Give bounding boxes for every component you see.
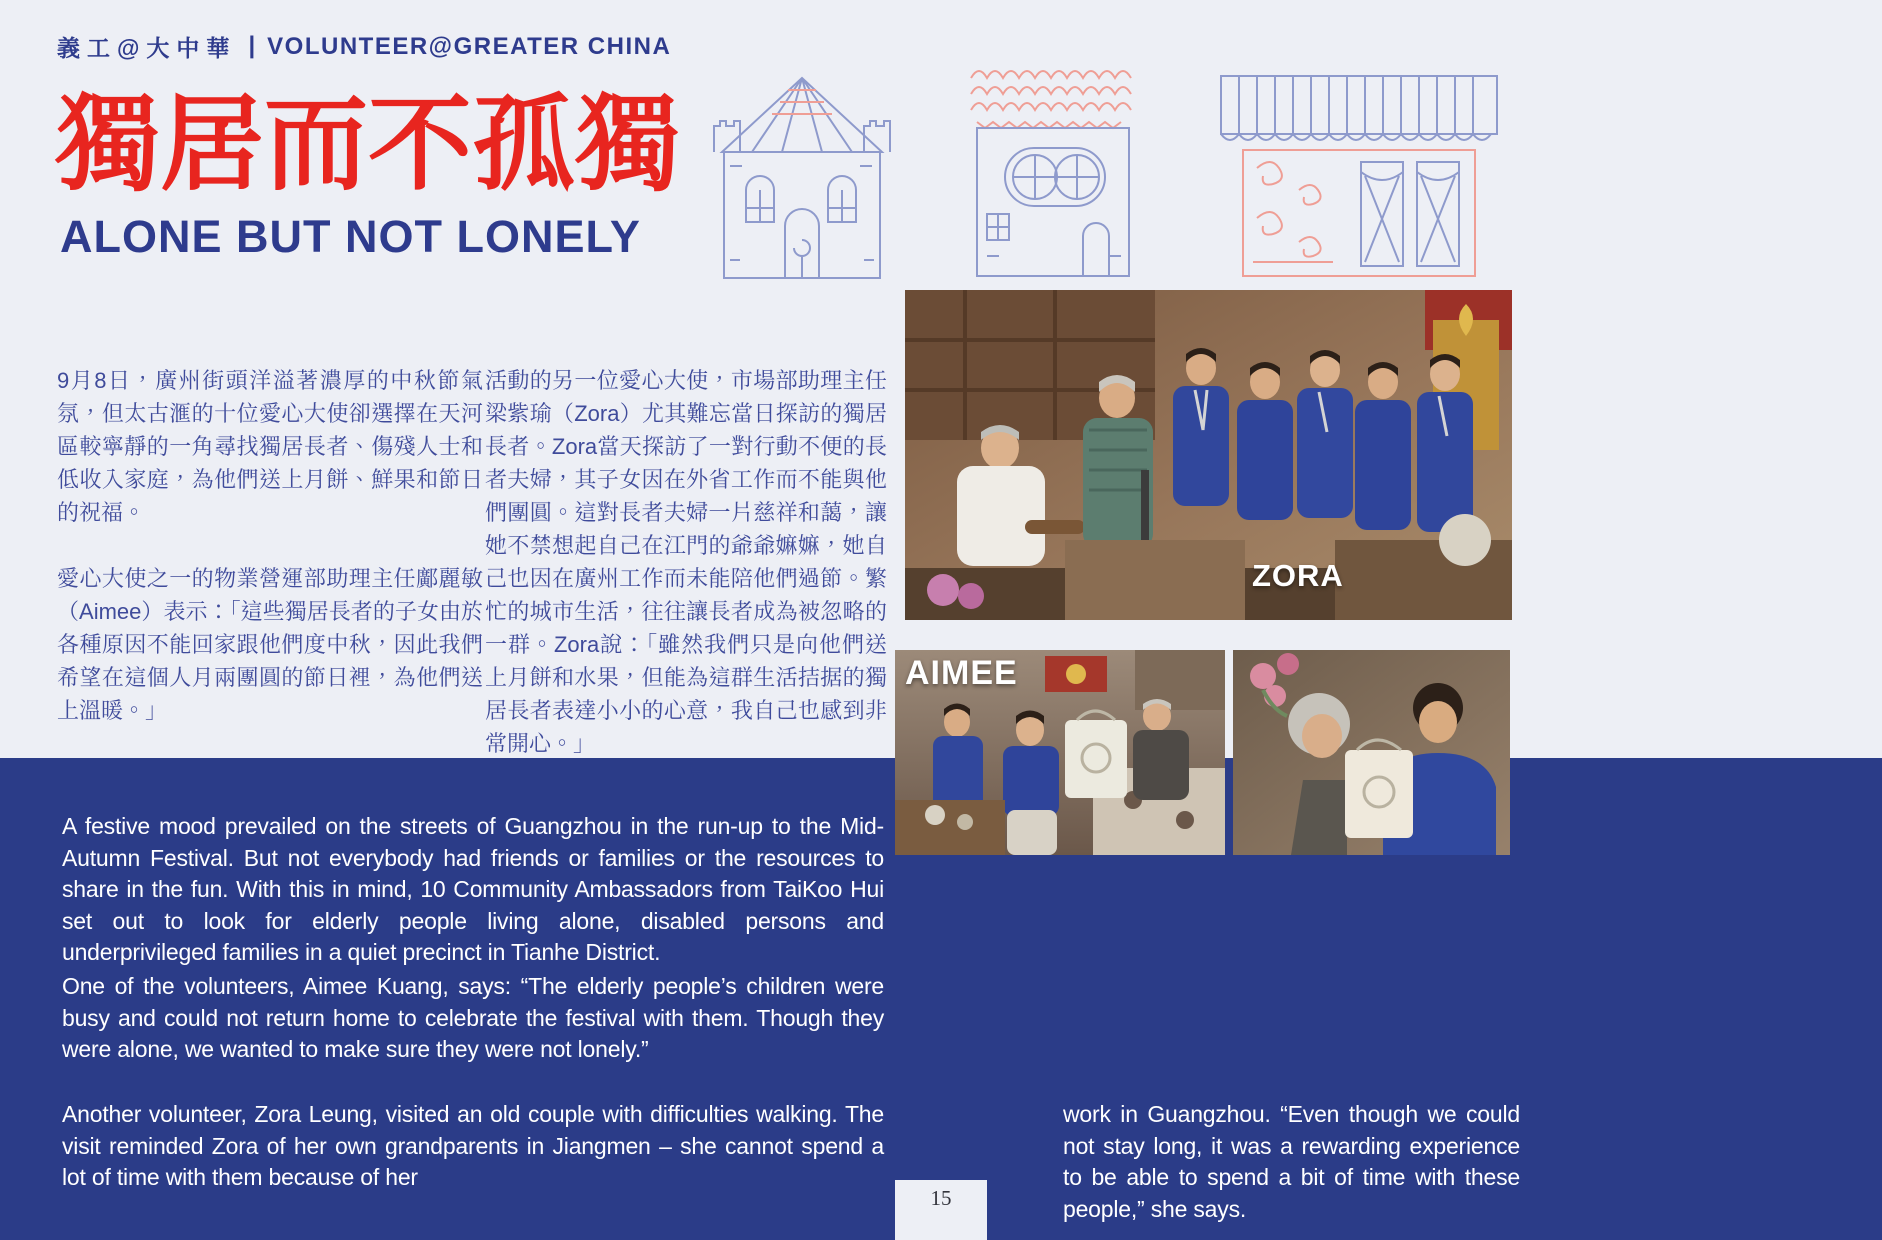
chinese-article-column-2	[485, 364, 887, 793]
section-kicker	[57, 30, 671, 63]
page-number-tab	[895, 1180, 987, 1240]
page-title-english: ALONE BUT NOT LONELY	[60, 211, 641, 262]
photo-zora-illustration	[905, 290, 1512, 620]
house-3-line-art-icon	[1213, 58, 1505, 280]
house-2-line-art-icon	[943, 56, 1165, 282]
house-illustration-1	[700, 70, 905, 282]
chinese-paragraph-1: 9月8日，廣州街頭洋溢著濃厚的中秋節氣氛，但太古滙的十位愛心大使卻選擇在天河區較寧靜的一角尋找獨居長者、傷殘人士和低收入家庭，為他們送上月餅、鮮果和節日的祝福。	[57, 368, 483, 525]
photo-volunteer-elderly	[1233, 650, 1510, 855]
house-1-line-art-icon	[700, 70, 905, 282]
chinese-paragraph-2: 愛心大使之一的物業營運部助理主任鄺麗敏（Aimee）表示：「這些獨居長者的子女由於各種原因不能回家跟他們度中秋，因此我們希望在這個人月兩團圓的節日裡，為他們送上溫暖。」	[57, 566, 483, 723]
house-illustration-3	[1213, 58, 1505, 280]
house-illustration-2	[943, 56, 1165, 282]
photo-aimee	[895, 650, 1225, 855]
english-paragraph-3-right: work in Guangzhou. “Even though we could not stay long, it was a rewarding experience to be able to spend a bit of time with these people,” she says.	[1063, 1101, 1520, 1222]
photo-label-aimee: AIMEE	[905, 654, 1018, 692]
page-number: 15	[930, 1186, 952, 1210]
kicker-chinese: 義工@大中華	[57, 35, 237, 61]
english-paragraph-1: A festive mood prevailed on the streets of Guangzhou in the run-up to the Mid-Autumn Festival. But not everybody had friends or families or the resources to share in the fun. With this in mind, 10 Community Ambassadors from TaiKoo Hui set out to look for elderly people living alone, disabled persons and underprivileged families in a quiet precinct in Tianhe District.	[62, 813, 884, 965]
english-paragraph-2: One of the volunteers, Aimee Kuang, says: “The elderly people’s children were busy and could not return home to celebrate the festival with them. Though they were alone, we wanted to make sure they were not lonely.”	[62, 973, 884, 1062]
english-paragraph-3-left: Another volunteer, Zora Leung, visited an old couple with difficulties walking. The visit reminded Zora of her own grandparents in Jiangmen – she cannot spend a lot of time with them because of her	[62, 1101, 884, 1190]
photo-volunteer-elderly-illustration	[1233, 650, 1510, 855]
kicker-separator: |	[248, 31, 256, 59]
chinese-article-column-1	[57, 364, 483, 760]
page-title-chinese: 獨居而不孤獨	[56, 87, 681, 203]
photo-zora	[905, 290, 1512, 620]
kicker-english: VOLUNTEER@GREATER CHINA	[267, 32, 672, 60]
chinese-paragraph-3: 活動的另一位愛心大使，市場部助理主任梁紫瑜（Zora）尤其難忘當日探訪的獨居長者。Zora當天探訪了一對行動不便的長者夫婦，其子女因在外省工作而不能與他們團圓。這對長者夫婦一片慈祥和藹，讓她不禁想起自己在江門的爺爺嫲嫲，她自己也因在廣州工作而未能陪他們過節。繁忙的城市生活，往往讓長者成為被忽略的一群。Zora說：「雖然我們只是向他們送上月餅和水果，但能為這群生活拮据的獨居長者表達小小的心意，我自己也感到非常開心。」	[485, 368, 887, 756]
photo-label-zora: ZORA	[1252, 558, 1344, 593]
